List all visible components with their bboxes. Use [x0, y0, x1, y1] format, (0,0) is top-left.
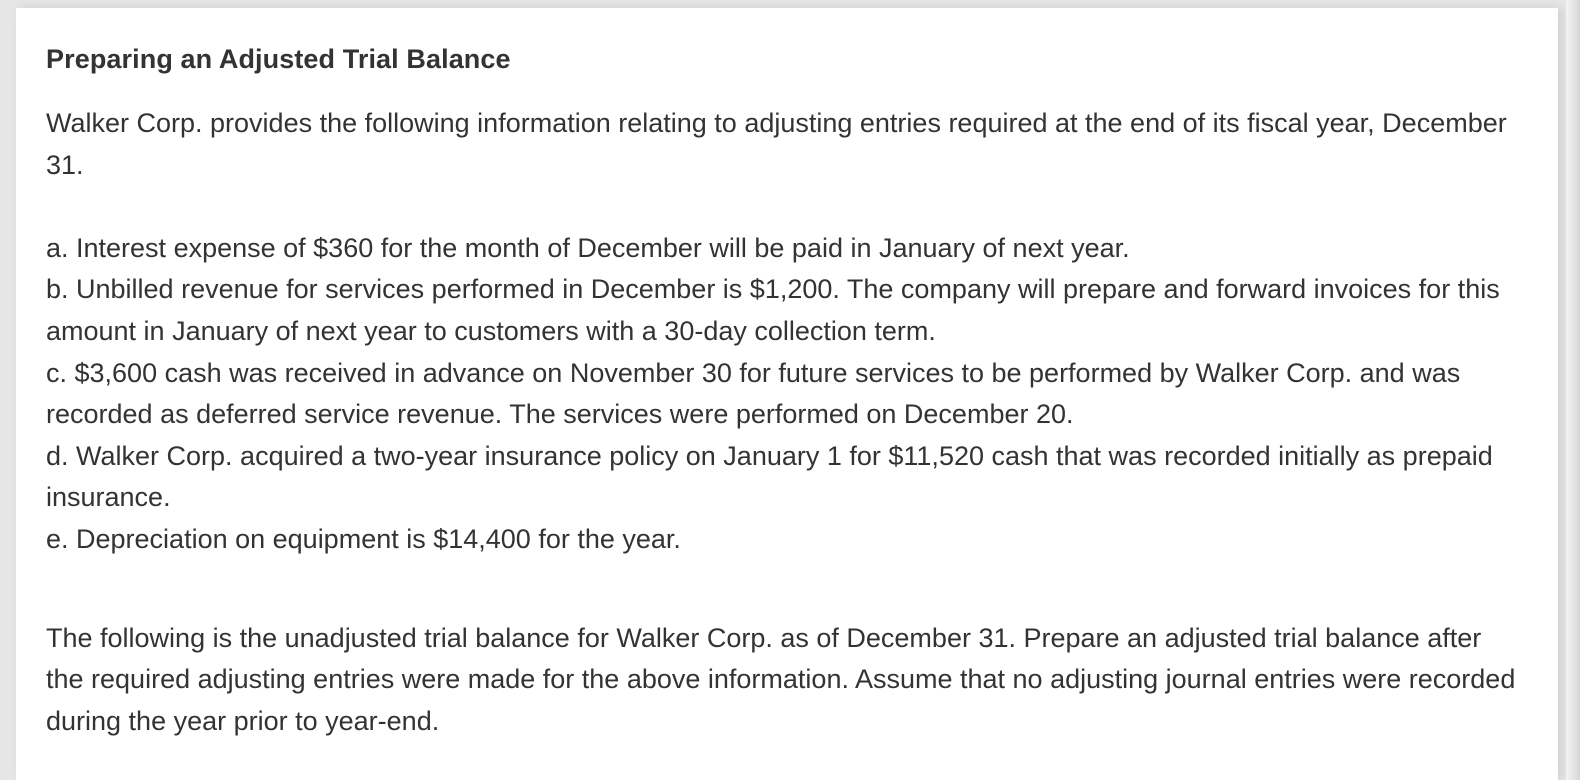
adjustment-item-a: a. Interest expense of $360 for the month of December will be paid in January of next year. [46, 232, 1130, 263]
window-edge [1566, 0, 1580, 780]
problem-content [46, 38, 1526, 742]
problem-card [16, 8, 1558, 780]
problem-instructions: The following is the unadjusted trial balance for Walker Corp. as of December 31. Prepare an adjusted trial balance after the required adjusting entries were made for the above information. Assume that no adjusting journal entries were recorded during the year prior to year-end. [46, 622, 1516, 736]
problem-title: Preparing an Adjusted Trial Balance [46, 44, 511, 74]
adjustment-item-b: b. Unbilled revenue for services performed in December is $1,200. The company will prepare and forward invoices for this amount in January of next year to customers with a 30-day collection term. [46, 274, 1500, 346]
adjustment-list [46, 228, 1526, 561]
adjustment-item-c: c. $3,600 cash was received in advance on November 30 for future services to be performed by Walker Corp. and was recorded as deferred service revenue. The services were performed on December 20. [46, 357, 1461, 430]
problem-intro: Walker Corp. provides the following information relating to adjusting entries required at the end of its fiscal year, December 31. [46, 108, 1507, 180]
adjustment-item-d: d. Walker Corp. acquired a two-year insurance policy on January 1 for $11,520 cash that was recorded initially as prepaid insurance. [46, 440, 1493, 513]
adjustment-item-e: e. Depreciation on equipment is $14,400 for the year. [46, 523, 681, 554]
